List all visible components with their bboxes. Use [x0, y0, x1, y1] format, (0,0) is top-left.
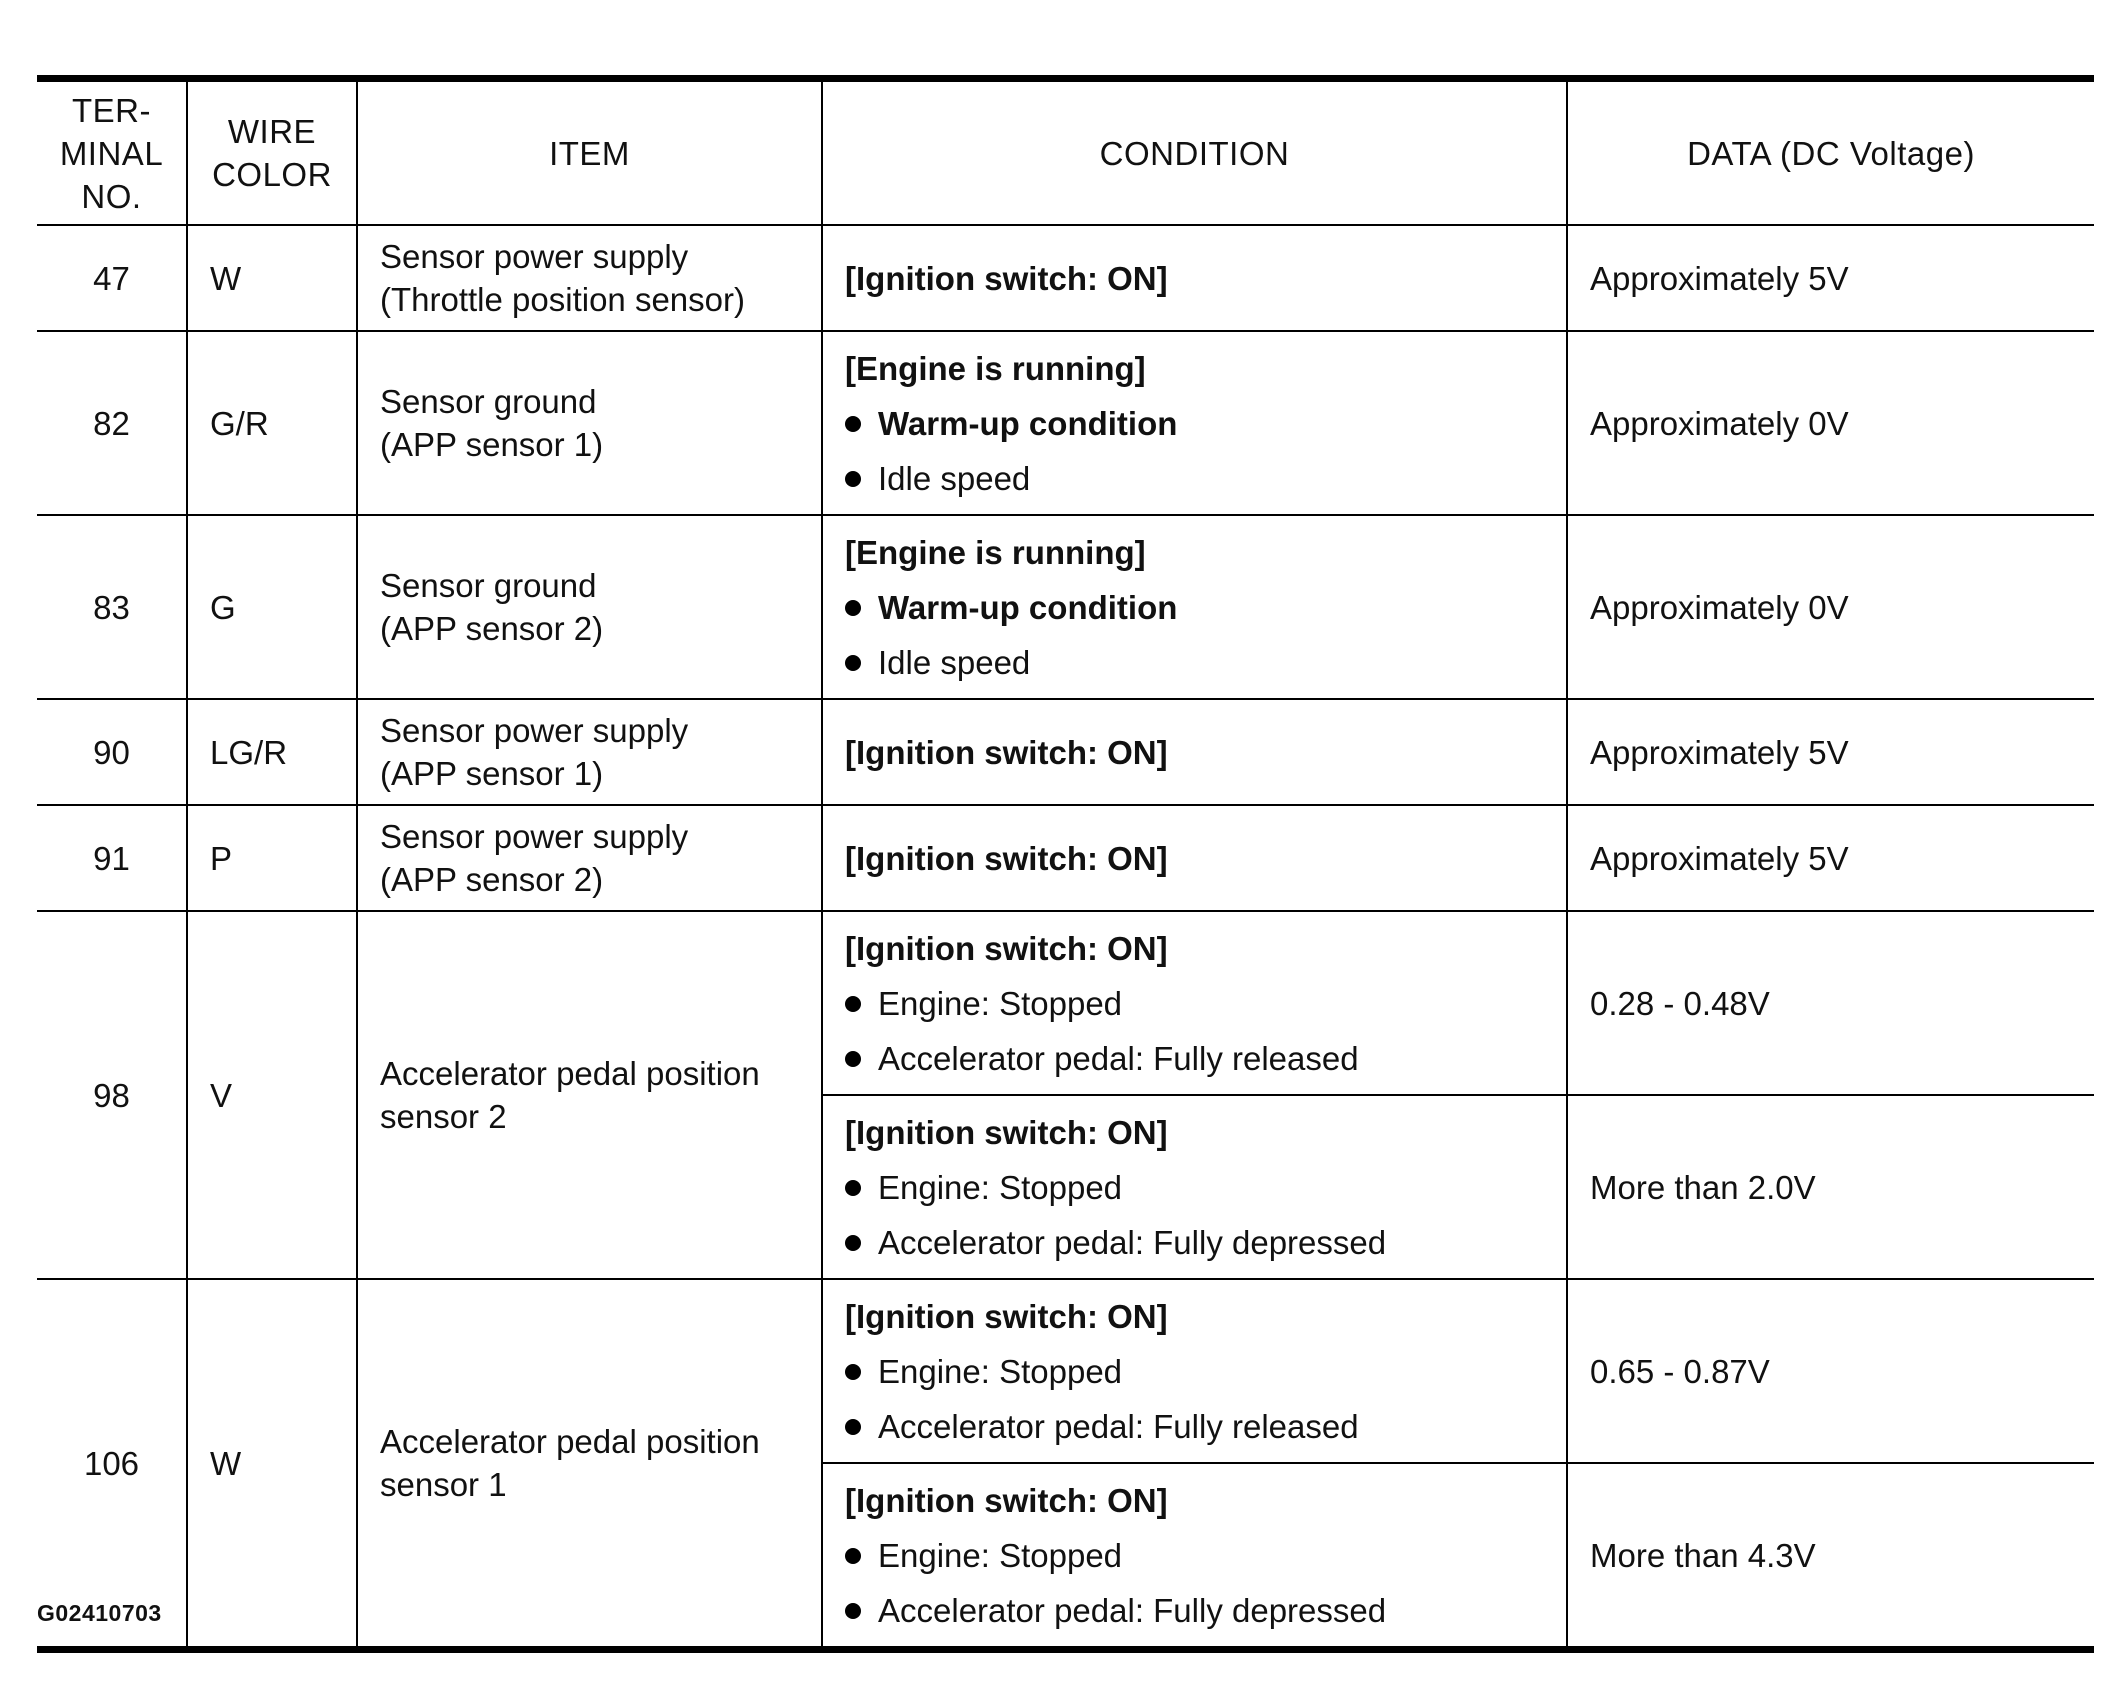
- condition-bullet-text: Accelerator pedal: Fully released: [878, 1039, 1359, 1077]
- condition-heading: [Ignition switch: ON]: [845, 259, 1168, 297]
- wire-color-cell: LG/R: [187, 699, 357, 805]
- table-body: [37, 225, 2094, 1650]
- condition-bullet: [845, 1221, 1544, 1264]
- item-line: Accelerator pedal position: [380, 1423, 760, 1460]
- item-line: (APP sensor 2): [380, 861, 604, 898]
- condition-cell: [822, 805, 1567, 911]
- bullet-dot-icon: [845, 1051, 861, 1067]
- condition-bullet-text: Idle speed: [878, 643, 1031, 681]
- condition-cell: [822, 911, 1567, 1095]
- item-cell: [357, 1279, 822, 1650]
- item-line: Sensor power supply: [380, 238, 689, 275]
- item-line: (APP sensor 1): [380, 426, 604, 463]
- bullet-dot-icon: [845, 1235, 861, 1251]
- wire-color-cell: P: [187, 805, 357, 911]
- terminal-no-cell: 90: [37, 699, 187, 805]
- header-row: [37, 79, 2094, 226]
- bullet-dot-icon: [845, 471, 861, 487]
- bullet-dot-icon: [845, 1603, 861, 1619]
- terminal-no-cell: 82: [37, 331, 187, 515]
- table-row: [37, 805, 2094, 911]
- header-wire-color: [187, 79, 357, 226]
- item-line: Sensor ground: [380, 567, 597, 604]
- terminal-no-cell: 106: [37, 1279, 187, 1650]
- item-line: Sensor power supply: [380, 818, 689, 855]
- item-cell: [357, 331, 822, 515]
- data-voltage-cell: More than 4.3V: [1567, 1463, 2094, 1650]
- header-wire-line-2: COLOR: [212, 156, 332, 193]
- terminal-data-sheet: [37, 75, 2094, 1653]
- condition-heading: [Engine is running]: [845, 533, 1146, 571]
- terminal-no-cell: 83: [37, 515, 187, 699]
- data-voltage-cell: Approximately 0V: [1567, 515, 2094, 699]
- data-voltage-cell: Approximately 0V: [1567, 331, 2094, 515]
- condition-bullet-text: Warm-up condition: [878, 588, 1178, 626]
- table-row: [37, 515, 2094, 699]
- condition-bullet: [845, 641, 1544, 684]
- condition-heading: [Ignition switch: ON]: [845, 733, 1168, 771]
- bullet-dot-icon: [845, 655, 861, 671]
- terminal-no-cell: 91: [37, 805, 187, 911]
- condition-bullet: [845, 1350, 1544, 1393]
- header-terminal-line-1: TER-: [72, 91, 151, 129]
- item-line: (APP sensor 1): [380, 755, 604, 792]
- item-line: Sensor ground: [380, 383, 597, 420]
- condition-heading: [Ignition switch: ON]: [845, 1113, 1168, 1151]
- bullet-dot-icon: [845, 996, 861, 1012]
- condition-bullet: [845, 1534, 1544, 1577]
- condition-bullet: [845, 1166, 1544, 1209]
- condition-bullet-text: Engine: Stopped: [878, 1536, 1123, 1574]
- condition-bullet-text: Idle speed: [878, 459, 1031, 497]
- header-terminal-line-3: NO.: [81, 177, 142, 215]
- header-terminal-line-2: MINAL: [59, 134, 164, 172]
- item-cell: [357, 911, 822, 1279]
- condition-bullet-text: Accelerator pedal: Fully released: [878, 1407, 1359, 1445]
- item-line: sensor 2: [380, 1098, 507, 1135]
- condition-bullet: [845, 457, 1544, 500]
- table-row: [37, 331, 2094, 515]
- bullet-dot-icon: [845, 1419, 861, 1435]
- data-voltage-cell: Approximately 5V: [1567, 225, 2094, 331]
- header-terminal-no: [37, 79, 187, 226]
- condition-heading: [Ignition switch: ON]: [845, 839, 1168, 877]
- wire-color-cell: W: [187, 1279, 357, 1650]
- condition-bullet-text: Engine: Stopped: [878, 1352, 1123, 1390]
- condition-bullet-text: Accelerator pedal: Fully depressed: [878, 1591, 1387, 1629]
- condition-bullet: [845, 1405, 1544, 1448]
- wire-color-cell: V: [187, 911, 357, 1279]
- data-voltage-cell: 0.65 - 0.87V: [1567, 1279, 2094, 1463]
- item-line: Sensor power supply: [380, 712, 689, 749]
- wire-color-cell: W: [187, 225, 357, 331]
- data-voltage-cell: Approximately 5V: [1567, 805, 2094, 911]
- item-line: (Throttle position sensor): [380, 281, 745, 318]
- condition-cell: [822, 1463, 1567, 1650]
- condition-cell: [822, 331, 1567, 515]
- condition-bullet: [845, 1037, 1544, 1080]
- condition-bullet-text: Warm-up condition: [878, 404, 1178, 442]
- table-row: [37, 225, 2094, 331]
- terminal-no-cell: 98: [37, 911, 187, 1279]
- condition-bullet: [845, 586, 1544, 629]
- condition-bullet: [845, 402, 1544, 445]
- condition-bullet: [845, 982, 1544, 1025]
- table-row: [37, 1279, 2094, 1463]
- bullet-dot-icon: [845, 600, 861, 616]
- item-line: sensor 1: [380, 1466, 507, 1503]
- item-cell: [357, 699, 822, 805]
- condition-bullet-text: Accelerator pedal: Fully depressed: [878, 1223, 1387, 1261]
- header-wire-line-1: WIRE: [227, 113, 317, 150]
- bullet-dot-icon: [845, 416, 861, 432]
- condition-cell: [822, 225, 1567, 331]
- terminal-spec-table: [37, 75, 2094, 1653]
- condition-heading: [Ignition switch: ON]: [845, 1481, 1168, 1519]
- header-condition: CONDITION: [822, 79, 1567, 226]
- data-voltage-cell: 0.28 - 0.48V: [1567, 911, 2094, 1095]
- wire-color-cell: G: [187, 515, 357, 699]
- item-line: (APP sensor 2): [380, 610, 604, 647]
- item-cell: [357, 225, 822, 331]
- wire-color-cell: G/R: [187, 331, 357, 515]
- condition-bullet: [845, 1589, 1544, 1632]
- condition-cell: [822, 699, 1567, 805]
- figure-id: G02410703: [37, 1600, 162, 1626]
- item-cell: [357, 805, 822, 911]
- condition-cell: [822, 515, 1567, 699]
- bullet-dot-icon: [845, 1180, 861, 1196]
- condition-heading: [Ignition switch: ON]: [845, 929, 1168, 967]
- data-voltage-cell: More than 2.0V: [1567, 1095, 2094, 1279]
- terminal-no-cell: 47: [37, 225, 187, 331]
- item-line: Accelerator pedal position: [380, 1055, 760, 1092]
- table-row: [37, 699, 2094, 805]
- condition-heading: [Ignition switch: ON]: [845, 1297, 1168, 1335]
- table-row: [37, 911, 2094, 1095]
- condition-bullet-text: Engine: Stopped: [878, 984, 1123, 1022]
- bullet-dot-icon: [845, 1548, 861, 1564]
- header-item: ITEM: [357, 79, 822, 226]
- condition-bullet-text: Engine: Stopped: [878, 1168, 1123, 1206]
- condition-cell: [822, 1095, 1567, 1279]
- data-voltage-cell: Approximately 5V: [1567, 699, 2094, 805]
- bullet-dot-icon: [845, 1364, 861, 1380]
- item-cell: [357, 515, 822, 699]
- header-data: DATA (DC Voltage): [1567, 79, 2094, 226]
- condition-heading: [Engine is running]: [845, 349, 1146, 387]
- condition-cell: [822, 1279, 1567, 1463]
